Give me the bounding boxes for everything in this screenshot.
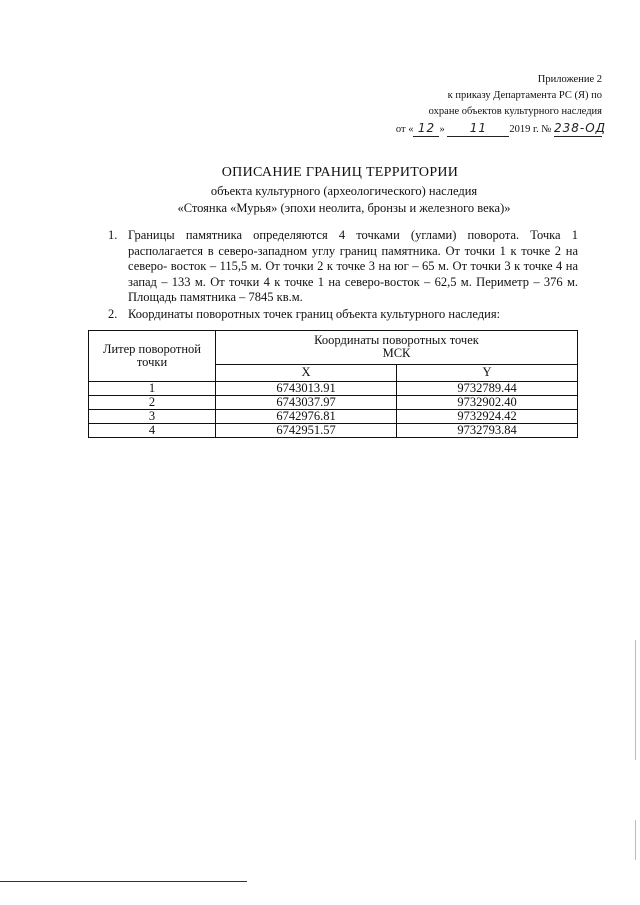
cell-y: 9732789.44 (397, 382, 578, 396)
table-row (89, 410, 578, 424)
object-name: «Стоянка «Мурья» (эпохи неолита, бронзы и железного века)» (177, 201, 511, 215)
date-year: 2019 г. № (509, 124, 552, 135)
annex-header (395, 72, 607, 138)
list-item-number: 1. (108, 228, 118, 242)
table-header-row (89, 331, 578, 365)
list-item (108, 228, 578, 306)
document-title: ОПИСАНИЕ ГРАНИЦ ТЕРРИТОРИИ (221, 165, 459, 180)
table-row (89, 396, 578, 410)
cell-y: 9732924.42 (397, 410, 578, 424)
cell-x: 6742976.81 (216, 410, 397, 424)
header-literal: Литер поворотной точки (89, 331, 216, 382)
list-item-text: Границы памятника определяются 4 точками (углами) поворота. Точка 1 располагается в северо-западном углу границ памятника. От точки 1 к точке 2 на северо- восток – 115,5 м. От точки 2 к точке 3 на юг – 65 м. От точки 3 к точке 4 на запад – 133 м. От точки 4 к точке 1 на северо-восток – 62,5 м. Периметр – 376 м. Площадь памятника – 7845 кв.м. (128, 228, 578, 304)
date-mid: » (439, 124, 445, 135)
cell-point: 4 (89, 424, 216, 438)
header-y: Y (397, 364, 578, 381)
table-row (89, 382, 578, 396)
header-coordinates (216, 331, 578, 365)
header-coordinates-line2: МСК (382, 346, 411, 361)
scan-edge-mark (635, 820, 636, 860)
cell-x: 6743037.97 (216, 396, 397, 410)
description-list (108, 228, 578, 322)
cell-point: 1 (89, 382, 216, 396)
cell-point: 3 (89, 410, 216, 424)
document-title-block (0, 165, 640, 216)
date-month: 11 (447, 120, 509, 137)
date-day: 12 (413, 120, 439, 137)
cell-y: 9732793.84 (397, 424, 578, 438)
cell-point: 2 (89, 396, 216, 410)
object-type: объекта культурного (археологического) наследия (210, 184, 478, 198)
coordinates-table (88, 330, 578, 438)
header-x: X (216, 364, 397, 381)
scan-edge-mark (635, 640, 636, 760)
cell-x: 6743013.91 (216, 382, 397, 396)
date-prefix: от « (395, 124, 414, 135)
table-row (89, 424, 578, 438)
order-number: 238-ОД (554, 121, 607, 135)
annex-department: охране объектов культурного наследия (428, 106, 602, 117)
annex-date-line (395, 120, 607, 138)
list-item (108, 307, 578, 323)
cell-x: 6742951.57 (216, 424, 397, 438)
annex-order-ref: к приказу Департамента РС (Я) по (447, 90, 602, 101)
footnote-divider (0, 881, 247, 882)
header-coordinates-line1: Координаты поворотных точек (314, 333, 479, 348)
annex-title: Приложение 2 (537, 74, 602, 85)
cell-y: 9732902.40 (397, 396, 578, 410)
list-item-number: 2. (108, 306, 118, 321)
list-item-text: Координаты поворотных точек границ объекта культурного наследия: (128, 306, 501, 321)
